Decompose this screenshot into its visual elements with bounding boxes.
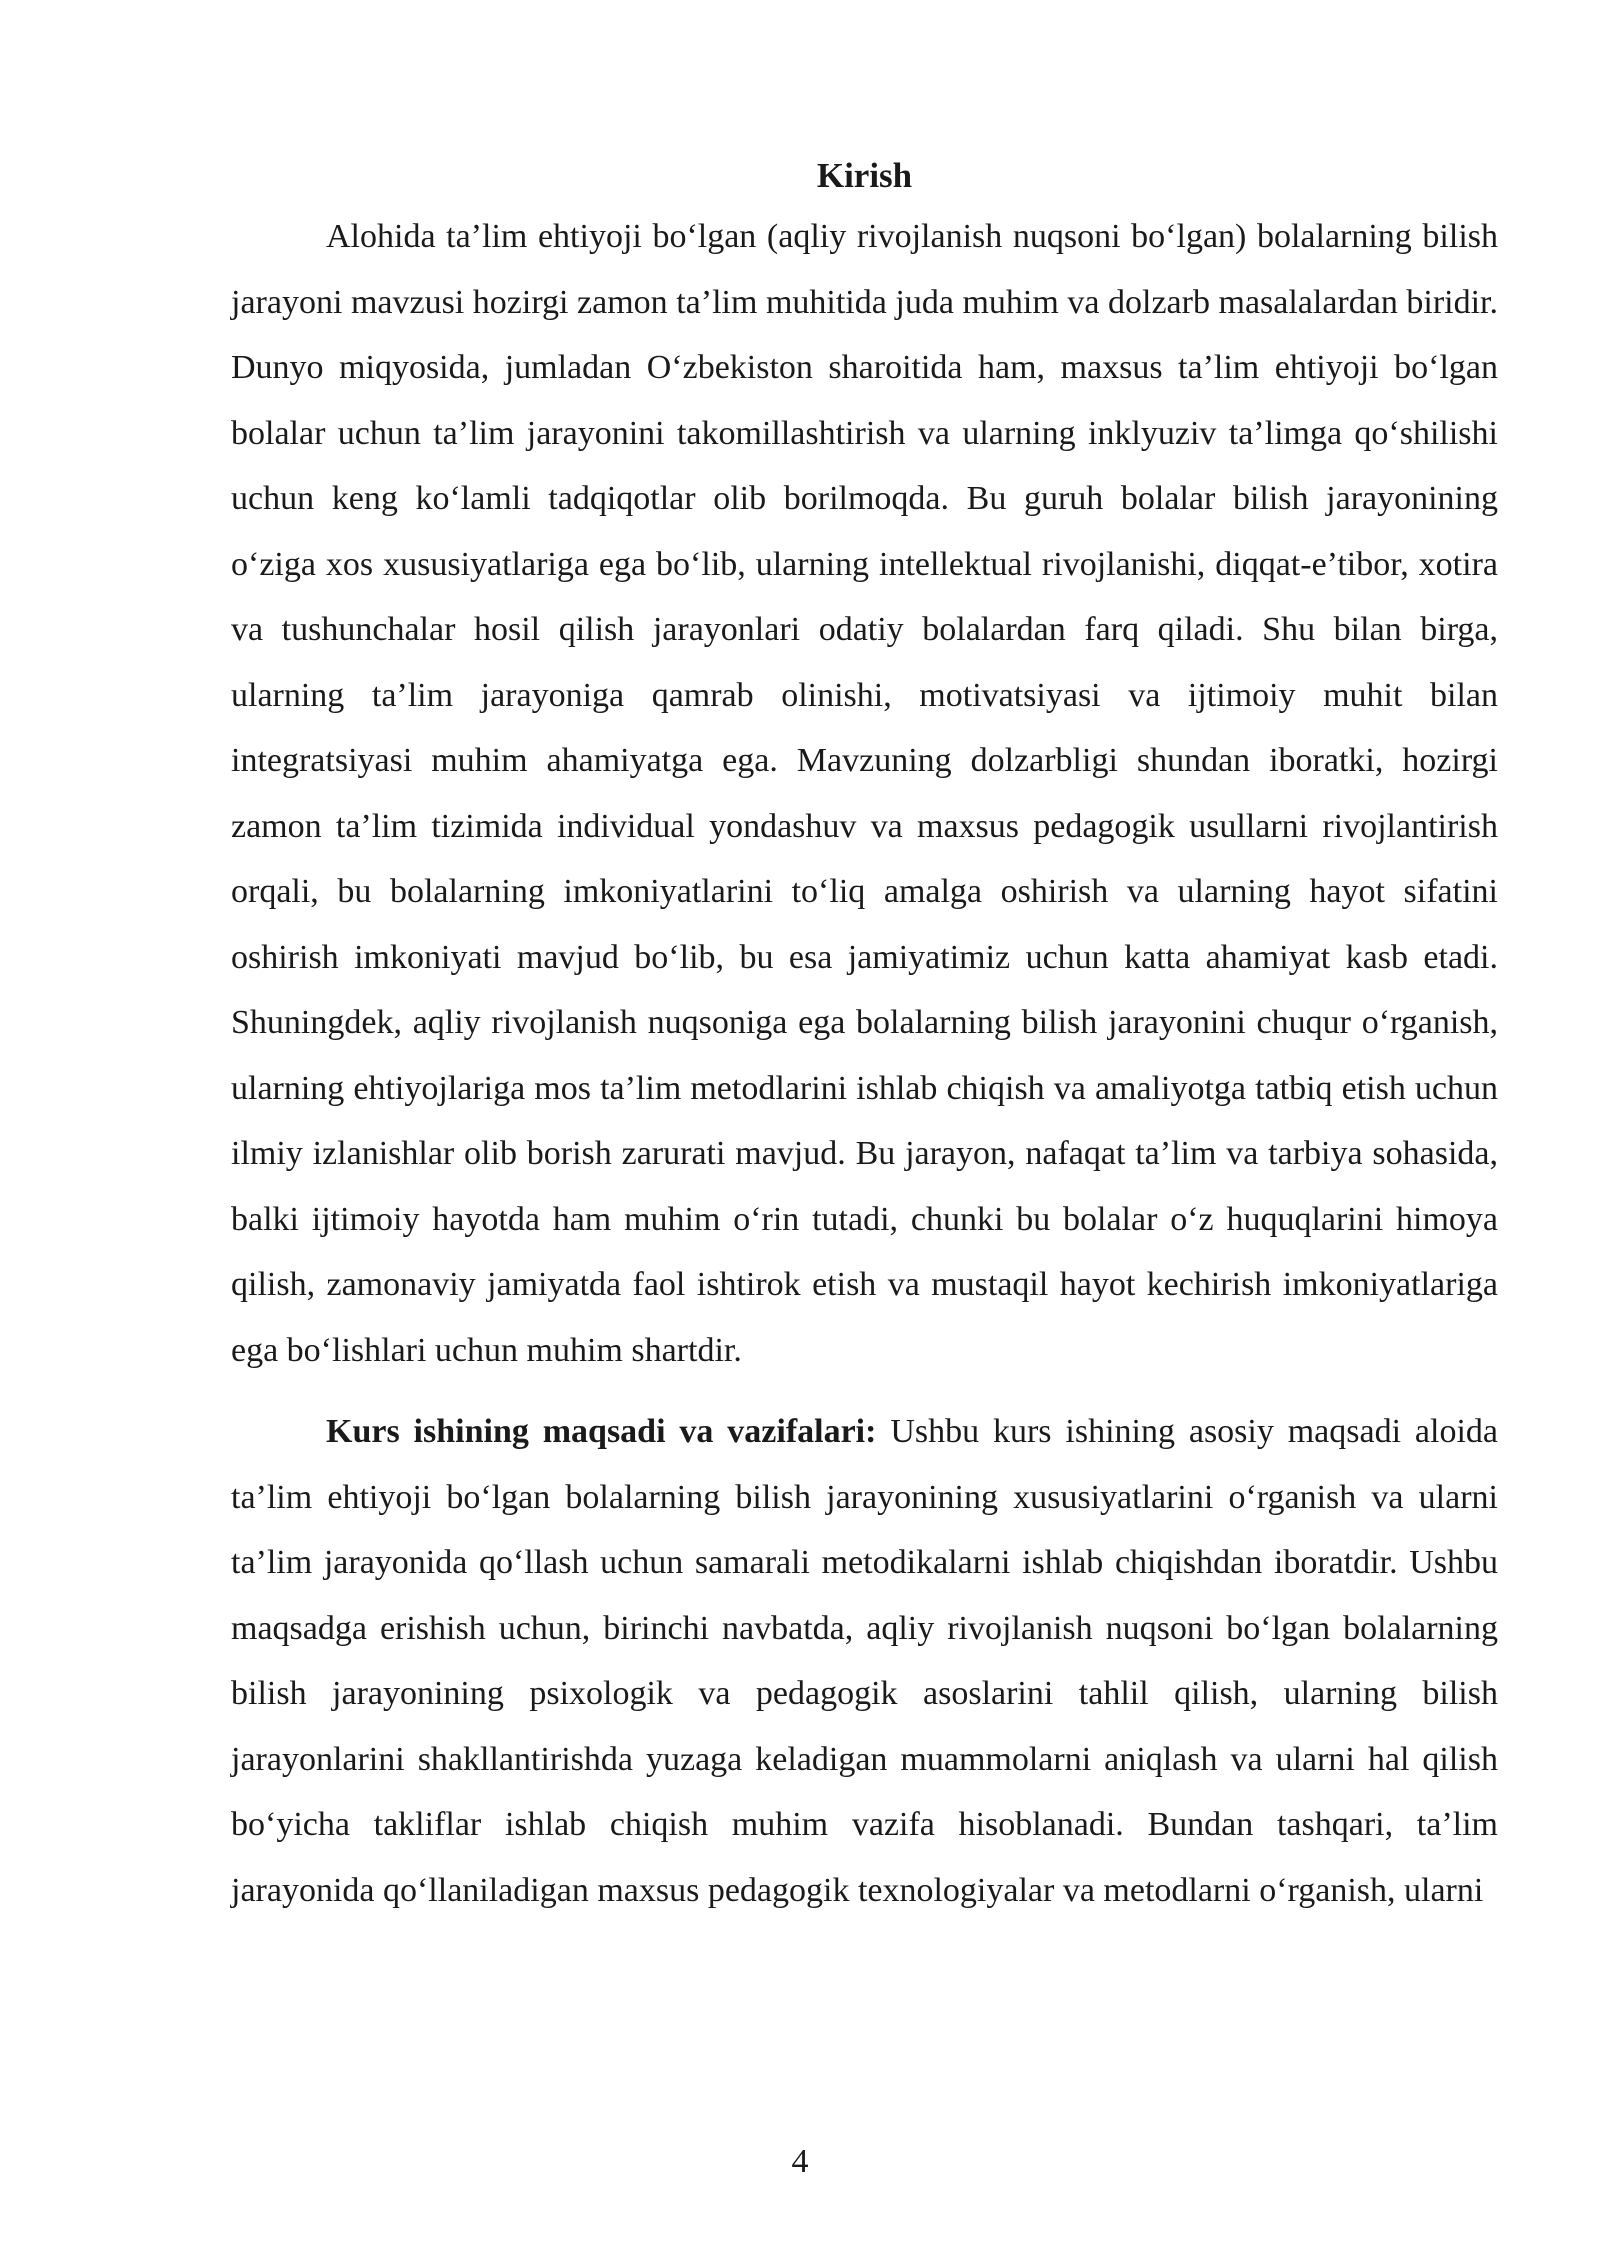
intro-paragraph	[231, 204, 1498, 1383]
intro-paragraph-text: Alohida ta’lim ehtiyoji bo‘lgan (aqliy rivojlanish nuqsoni bo‘lgan) bolalarning bilish jarayoni mavzusi hozirgi zamon ta’lim muhitida juda muhim va dolzarb masalalardan biridir. Dunyo miqyosida, jumladan O‘zbekiston sharoitida ham, maxsus ta’lim ehtiyoji bo‘lgan bolalar uchun ta’lim jarayonini takomillashtirish va ularning inklyuziv ta’limga qo‘shilishi uchun keng ko‘lamli tadqiqotlar olib borilmoqda. Bu guruh bolalar bilish jarayonining o‘ziga xos xususiyatlariga ega bo‘lib, ularning intellektual rivojlanishi, diqqat-e’tibor, xotira va tushunchalar hosil qilish jarayonlari odatiy bolalardan farq qiladi. Shu bilan birga, ularning ta’lim jarayoniga qamrab olinishi, motivatsiyasi va ijtimoiy muhit bilan integratsiyasi muhim ahamiyatga ega. Mavzuning dolzarbligi shundan iboratki, hozirgi zamon ta’lim tizimida individual yondashuv va maxsus pedagogik usullarni rivojlantirish orqali, bu bolalarning imkoniyatlarini to‘liq amalga oshirish va ularning hayot sifatini oshirish imkoniyati mavjud bo‘lib, bu esa jamiyatimiz uchun katta ahamiyat kasb etadi. Shuningdek, aqliy rivojlanish nuqsoniga ega bolalarning bilish jarayonini chuqur o‘rganish, ularning ehtiyojlariga mos ta’lim metodlarini ishlab chiqish va amaliyotga tatbiq etish uchun ilmiy izlanishlar olib borish zarurati mavjud. Bu jarayon, nafaqat ta’lim va tarbiya sohasida, balki ijtimoiy hayotda ham muhim o‘rin tutadi, chunki bu bolalar o‘z huquqlarini himoya qilish, zamonaviy jamiyatda faol ishtirok etish va mustaqil hayot kechirish imkoniyatlariga ega bo‘lishlari uchun muhim shartdir.	[231, 218, 1498, 1369]
section-heading: Kirish	[816, 156, 913, 195]
page-content	[231, 148, 1498, 1923]
page-number: 4	[791, 2143, 809, 2180]
goals-paragraph-text: Ushbu kurs ishining asosiy maqsadi aloida ta’lim ehtiyoji bo‘lgan bolalarning bilish jarayonining xususiyatlarini o‘rganish va ularni ta’lim jarayonida qo‘llash uchun samarali metodikalarni ishlab chiqishdan iboratdir. Ushbu maqsadga erishish uchun, birinchi navbatda, aqliy rivojlanish nuqsoni bo‘lgan bolalarning bilish jarayonining psixologik va pedagogik asoslarini tahlil qilish, ularning bilish jarayonlarini shakllantirishda yuzaga keladigan muammolarni aniqlash va ularni hal qilish bo‘yicha takliflar ishlab chiqish muhim vazifa hisoblanadi. Bundan tashqari, ta’lim jarayonida qo‘llaniladigan maxsus pedagogik texnologiyalar va metodlarni o‘rganish, ularni	[231, 1413, 1498, 1909]
goals-paragraph	[231, 1399, 1498, 1923]
goals-paragraph-lead: Kurs ishining maqsadi va vazifalari:	[326, 1413, 877, 1450]
